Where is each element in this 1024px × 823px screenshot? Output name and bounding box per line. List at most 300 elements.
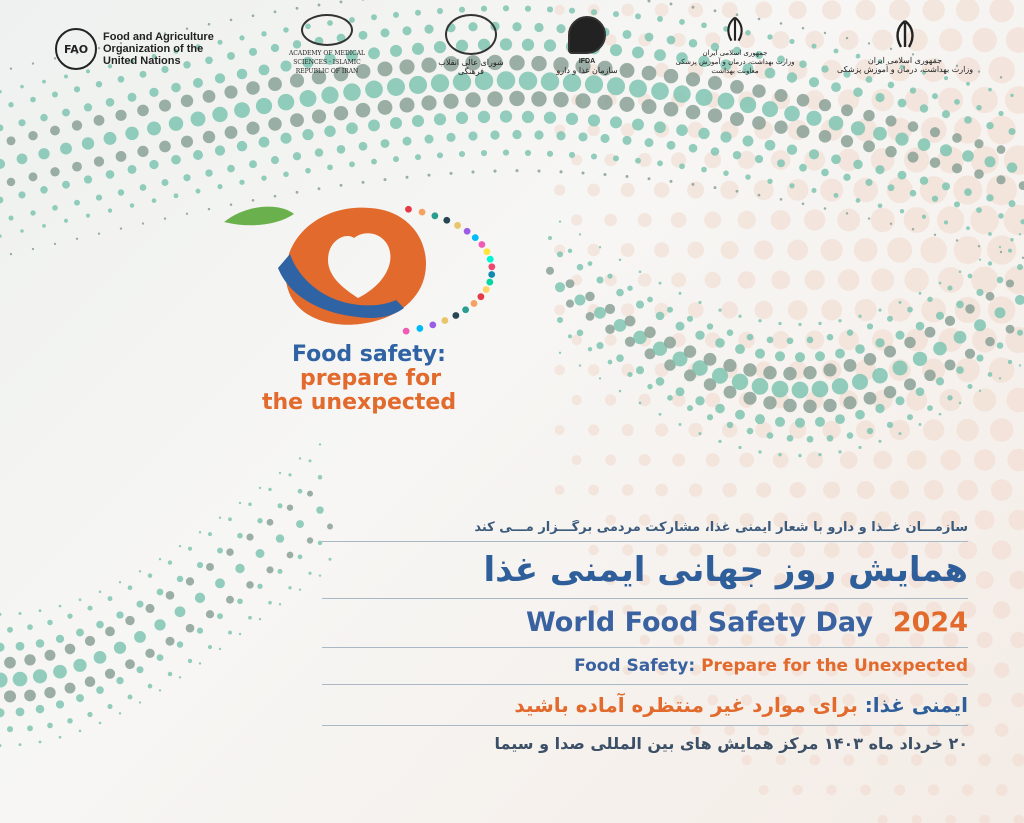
ring-dot xyxy=(487,256,494,263)
teal-dot xyxy=(942,110,950,118)
teal-dot xyxy=(605,304,615,314)
teal-dot xyxy=(976,105,982,111)
teal-dot xyxy=(1010,94,1013,97)
teal-dot xyxy=(217,184,222,189)
teal-dot xyxy=(997,342,1004,349)
teal-dot xyxy=(714,9,717,12)
teal-dot xyxy=(679,292,682,295)
peach-dot xyxy=(638,394,651,407)
divider xyxy=(322,541,968,542)
teal-dot xyxy=(179,545,181,547)
peach-dot xyxy=(754,240,773,259)
teal-dot xyxy=(912,228,914,230)
teal-dot xyxy=(256,549,265,558)
teal-dot xyxy=(72,120,82,130)
teal-dot xyxy=(758,450,761,453)
peach-dot xyxy=(991,479,1012,500)
teal-dot xyxy=(718,309,721,312)
peach-dot xyxy=(905,268,929,292)
teal-dot xyxy=(659,413,662,416)
peach-dot xyxy=(854,238,878,262)
teal-dot xyxy=(778,322,781,325)
peach-dot xyxy=(962,784,973,795)
teal-dot xyxy=(7,178,15,186)
teal-dot xyxy=(33,669,47,683)
teal-dot xyxy=(1010,238,1013,241)
teal-dot xyxy=(591,153,597,159)
teal-dot xyxy=(689,144,698,153)
teal-dot xyxy=(676,322,685,331)
teal-dot xyxy=(763,396,776,409)
teal-dot xyxy=(293,152,301,160)
peach-dot xyxy=(687,242,704,259)
teal-dot xyxy=(1019,364,1021,366)
teal-dot xyxy=(695,396,704,405)
teal-dot xyxy=(913,352,927,366)
teal-dot xyxy=(644,327,655,338)
ring-dot xyxy=(441,317,448,324)
teal-dot xyxy=(566,279,575,288)
teal-dot xyxy=(237,533,243,539)
teal-dot xyxy=(20,85,24,89)
peach-dot xyxy=(754,301,772,319)
teal-dot xyxy=(276,534,284,542)
teal-dot xyxy=(279,472,281,474)
teal-dot xyxy=(268,601,272,605)
teal-dot xyxy=(0,643,5,652)
teal-dot xyxy=(636,301,644,309)
teal-dot xyxy=(907,307,913,313)
peach-dot xyxy=(1006,27,1024,53)
teal-dot xyxy=(775,351,785,361)
academy-name: ACADEMY OF MEDICAL SCIENCES · ISLAMIC REPUBLIC OF IRAN xyxy=(288,50,366,75)
peach-dot xyxy=(923,419,944,440)
teal-dot xyxy=(7,136,16,145)
teal-dot xyxy=(177,641,183,647)
peach-dot xyxy=(687,181,704,198)
teal-dot xyxy=(219,517,221,519)
teal-dot xyxy=(94,156,104,166)
teal-dot xyxy=(471,171,474,174)
teal-dot xyxy=(896,396,905,405)
teal-dot xyxy=(932,196,938,202)
teal-dot xyxy=(916,387,925,396)
teal-dot xyxy=(234,102,250,118)
teal-dot xyxy=(667,395,673,401)
teal-dot xyxy=(1007,162,1017,172)
teal-dot xyxy=(1017,330,1023,336)
teal-dot xyxy=(85,676,96,687)
teal-dot xyxy=(783,399,796,412)
teal-dot xyxy=(10,253,12,255)
peach-dot xyxy=(655,484,668,497)
teal-dot xyxy=(940,144,952,156)
teal-dot xyxy=(298,489,303,494)
teal-dot xyxy=(686,105,700,119)
teal-dot xyxy=(362,181,365,184)
teal-dot xyxy=(0,159,5,169)
teal-dot xyxy=(208,208,210,210)
teal-dot xyxy=(106,98,115,107)
teal-dot xyxy=(105,669,115,679)
peach-dot xyxy=(1008,510,1024,530)
teal-dot xyxy=(795,418,805,428)
teal-dot xyxy=(175,606,186,617)
teal-dot xyxy=(349,161,355,167)
teal-dot xyxy=(867,428,873,434)
teal-dot xyxy=(191,111,206,126)
teal-dot xyxy=(619,390,622,393)
teal-dot xyxy=(136,601,143,608)
teal-dot xyxy=(546,267,554,275)
teal-dot xyxy=(456,112,468,124)
teal-dot xyxy=(316,506,323,513)
teal-dot xyxy=(732,374,748,390)
teal-dot xyxy=(299,457,301,459)
teal-dot xyxy=(797,125,810,138)
teal-dot xyxy=(747,428,754,435)
teal-dot xyxy=(18,191,25,198)
teal-dot xyxy=(904,337,915,348)
teal-dot xyxy=(128,93,137,102)
council-name: شورای عالی انقلاب فرهنگی xyxy=(438,58,504,76)
teal-dot xyxy=(128,165,137,174)
teal-dot xyxy=(134,631,146,643)
teal-dot xyxy=(723,170,729,176)
teal-dot xyxy=(919,292,922,295)
teal-dot xyxy=(714,186,717,189)
peach-dot xyxy=(638,213,652,227)
teal-dot xyxy=(656,377,665,386)
ministry-logo xyxy=(835,14,975,76)
teal-dot xyxy=(898,171,907,180)
teal-dot xyxy=(787,337,794,344)
teal-dot xyxy=(162,179,169,186)
teal-dot xyxy=(249,160,257,168)
peach-dot xyxy=(976,571,994,589)
teal-dot xyxy=(919,423,922,426)
teal-dot xyxy=(98,232,100,234)
teal-dot xyxy=(648,0,651,2)
teal-dot xyxy=(939,282,942,285)
ring-dot xyxy=(462,306,469,313)
teal-dot xyxy=(1009,200,1016,207)
peach-dot xyxy=(655,423,668,436)
peach-dot xyxy=(1012,754,1024,767)
peach-dot xyxy=(946,815,956,823)
teal-dot xyxy=(266,566,273,573)
teal-dot xyxy=(645,138,654,147)
peach-dot xyxy=(978,693,992,707)
teal-dot xyxy=(888,184,895,191)
teal-dot xyxy=(787,435,794,442)
teal-dot xyxy=(225,126,238,139)
teal-dot xyxy=(206,610,214,618)
teal-dot xyxy=(52,205,58,211)
teal-dot xyxy=(548,236,552,240)
teal-dot xyxy=(803,366,816,379)
teal-dot xyxy=(307,491,313,497)
teal-dot xyxy=(863,140,875,152)
teal-dot xyxy=(87,712,92,717)
teal-dot xyxy=(656,312,665,321)
teal-dot xyxy=(838,319,841,322)
teal-dot xyxy=(920,104,928,112)
teal-dot xyxy=(30,97,36,103)
peach-dot xyxy=(722,483,736,497)
teal-dot xyxy=(853,160,862,169)
peach-dot xyxy=(821,239,843,261)
peach-dot xyxy=(654,182,670,198)
peach-dot xyxy=(937,206,964,233)
teal-dot xyxy=(186,624,195,633)
teal-dot xyxy=(738,446,741,449)
teal-dot xyxy=(875,338,884,347)
peach-dot xyxy=(771,210,791,230)
teal-dot xyxy=(47,620,52,625)
council-seal-icon xyxy=(445,14,497,55)
teal-dot xyxy=(927,297,932,302)
teal-dot xyxy=(108,596,113,601)
ifda-emblem-icon xyxy=(568,16,606,54)
teal-dot xyxy=(1019,181,1024,190)
teal-dot xyxy=(18,119,25,126)
teal-dot xyxy=(362,0,365,1)
ifda-name: سازمان غذا و دارو xyxy=(556,65,618,75)
teal-dot xyxy=(783,367,796,380)
teal-dot xyxy=(96,686,104,694)
teal-dot xyxy=(128,585,133,590)
teal-dot xyxy=(96,621,104,629)
teal-dot xyxy=(319,443,321,445)
teal-dot xyxy=(581,171,584,174)
theme-fa xyxy=(322,691,968,719)
teal-dot xyxy=(65,683,76,694)
teal-dot xyxy=(318,475,322,479)
teal-dot xyxy=(500,110,512,122)
teal-dot xyxy=(0,90,2,93)
peach-dot xyxy=(1006,388,1024,412)
teal-dot xyxy=(228,631,232,635)
teal-dot xyxy=(718,93,735,110)
peach-dot xyxy=(622,424,634,436)
teal-dot xyxy=(965,304,975,314)
teal-dot xyxy=(864,392,877,405)
peach-dot xyxy=(977,632,993,648)
teal-dot xyxy=(1015,295,1024,305)
teal-dot xyxy=(50,167,59,176)
teal-dot xyxy=(20,229,24,233)
teal-dot xyxy=(872,368,888,384)
teal-dot xyxy=(997,145,1006,154)
teal-dot xyxy=(588,347,592,351)
teal-dot xyxy=(125,127,138,140)
teal-dot xyxy=(775,417,785,427)
teal-dot xyxy=(478,111,490,123)
peach-dot xyxy=(1007,449,1024,471)
teal-dot xyxy=(205,169,212,176)
teal-dot xyxy=(287,552,294,559)
teal-dot xyxy=(72,162,82,172)
teal-dot xyxy=(875,404,884,413)
teal-dot xyxy=(309,459,312,462)
teal-dot xyxy=(809,149,819,159)
teal-dot xyxy=(67,613,72,618)
teal-dot xyxy=(437,152,443,158)
teal-dot xyxy=(84,175,92,183)
teal-dot xyxy=(832,378,848,394)
teal-dot xyxy=(544,112,556,124)
teal-dot xyxy=(841,135,853,147)
teal-dot xyxy=(481,6,487,12)
teal-dot xyxy=(468,131,477,140)
teal-dot xyxy=(16,707,25,716)
teal-dot xyxy=(368,120,380,132)
teal-dot xyxy=(707,414,713,420)
teal-dot xyxy=(108,208,112,212)
teal-dot xyxy=(208,645,212,649)
ring-dot xyxy=(486,279,493,286)
teal-dot xyxy=(60,143,72,155)
peach-dot xyxy=(809,755,820,766)
teal-dot xyxy=(884,386,896,398)
teal-dot xyxy=(986,122,993,129)
teal-dot xyxy=(763,366,776,379)
teal-dot xyxy=(765,140,776,151)
teal-dot xyxy=(307,537,313,543)
teal-dot xyxy=(147,121,161,135)
peach-dot xyxy=(1004,205,1024,235)
teal-dot xyxy=(784,106,800,122)
teal-dot xyxy=(904,378,916,390)
teal-dot xyxy=(4,690,16,702)
teal-dot xyxy=(815,417,825,427)
teal-dot xyxy=(64,219,68,223)
teal-dot xyxy=(852,374,868,390)
teal-dot xyxy=(636,366,644,374)
teal-dot xyxy=(566,300,574,308)
teal-dot xyxy=(181,95,193,107)
teal-dot xyxy=(179,676,181,678)
teal-dot xyxy=(32,62,34,64)
ring-dot xyxy=(464,228,471,235)
teal-dot xyxy=(515,169,518,172)
peach-dot xyxy=(904,207,930,233)
teal-dot xyxy=(723,359,736,372)
teal-dot xyxy=(774,120,787,133)
teal-dot xyxy=(76,238,78,240)
teal-dot xyxy=(887,316,893,322)
teal-dot xyxy=(534,130,543,139)
teal-dot xyxy=(0,124,3,131)
teal-dot xyxy=(152,198,157,203)
peach-dot xyxy=(974,449,995,470)
event-info xyxy=(322,520,968,756)
peach-dot xyxy=(737,211,756,230)
peach-dot xyxy=(1010,632,1024,649)
teal-dot xyxy=(803,400,816,413)
teal-dot xyxy=(885,146,896,157)
teal-dot xyxy=(0,672,8,687)
council-logo xyxy=(431,14,511,76)
teal-dot xyxy=(503,150,509,156)
teal-dot xyxy=(246,534,253,541)
teal-dot xyxy=(692,183,695,186)
teal-dot xyxy=(684,345,696,357)
teal-dot xyxy=(154,619,165,630)
peach-dot xyxy=(1013,815,1024,823)
teal-dot xyxy=(267,519,274,526)
teal-dot xyxy=(279,603,281,605)
teal-dot xyxy=(259,618,261,620)
teal-dot xyxy=(642,99,657,114)
peach-dot xyxy=(705,272,721,288)
teal-dot xyxy=(24,654,35,665)
teal-dot xyxy=(736,190,739,193)
teal-dot xyxy=(988,261,992,265)
teal-dot xyxy=(930,127,940,137)
peach-dot xyxy=(1009,571,1024,589)
teal-dot xyxy=(659,282,662,285)
iran-emblem-icon xyxy=(717,14,753,46)
teal-dot xyxy=(569,152,575,158)
peach-dot xyxy=(823,481,840,498)
peach-dot xyxy=(970,206,999,235)
teal-dot xyxy=(446,133,455,142)
teal-dot xyxy=(819,99,831,111)
peach-dot xyxy=(555,485,565,495)
peach-dot xyxy=(671,273,686,288)
teal-dot xyxy=(954,99,960,105)
teal-dot xyxy=(613,155,619,161)
teal-dot xyxy=(62,181,70,189)
teal-dot xyxy=(670,2,673,5)
teal-dot xyxy=(312,109,326,123)
teal-dot xyxy=(195,593,205,603)
teal-dot xyxy=(597,95,612,110)
teal-dot xyxy=(137,146,148,157)
teal-dot xyxy=(701,167,707,173)
teal-dot xyxy=(8,102,13,107)
ring-dot xyxy=(484,248,491,255)
fao-name: Food and Agriculture Organization of the United Nations xyxy=(103,31,214,67)
teal-dot xyxy=(743,392,756,405)
peach-dot xyxy=(759,785,769,795)
teal-dot xyxy=(827,334,834,341)
teal-dot xyxy=(400,98,415,113)
teal-dot xyxy=(67,718,72,723)
teal-dot xyxy=(277,503,282,508)
teal-dot xyxy=(657,160,663,166)
peach-dot xyxy=(912,815,922,823)
leaf-icon xyxy=(224,207,294,226)
teal-dot xyxy=(271,156,279,164)
organizer-text: سازمـــان غــذا و دارو با شعار ایمنی غذا، مشارکت مردمی برگـــزار مـــی کند xyxy=(474,520,968,535)
teal-dot xyxy=(985,337,995,347)
teal-dot xyxy=(171,155,181,165)
teal-dot xyxy=(206,563,214,571)
emblem-line-2: prepare for xyxy=(300,366,442,391)
event-title-fa: همایش روز جهانی ایمنی غذا xyxy=(483,550,968,590)
peach-dot xyxy=(738,271,756,289)
teal-dot xyxy=(988,232,992,236)
teal-dot xyxy=(622,136,631,145)
teal-dot xyxy=(868,217,870,219)
teal-dot xyxy=(789,183,794,188)
teal-dot xyxy=(743,363,756,376)
teal-dot xyxy=(296,191,299,194)
ring-dot xyxy=(471,300,478,307)
